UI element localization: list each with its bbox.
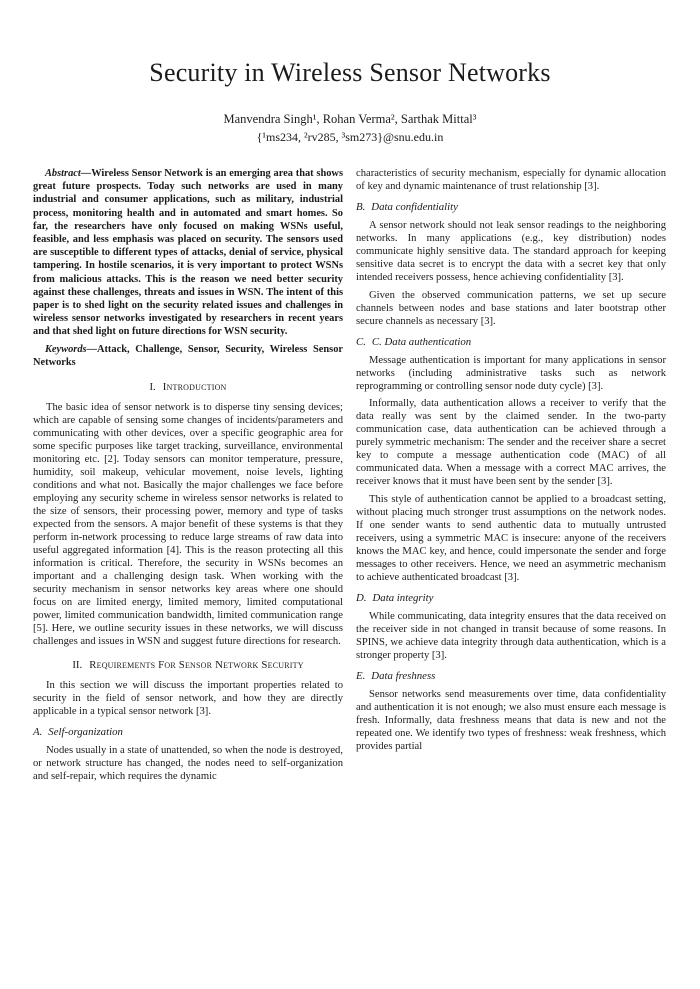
abstract-label: Abstract— (45, 168, 92, 179)
subsection-label: D. (356, 591, 367, 604)
left-column (33, 167, 343, 787)
self-organization-continuation-paragraph: characteristics of security mechanism, especially for dynamic allocation of key and dynamic maintenance of trust relationship [3]. (356, 168, 666, 192)
self-organization-paragraph: Nodes usually in a state of unattended, so when the node is destroyed, or network structure has changed, the nodes need to self-organization and self-repair, which requires the dynamic (33, 744, 343, 782)
data-freshness-paragraph: Sensor networks send measurements over time, data confidentiality and authentication it is not enough; we also must ensure each message is fresh. Informally, data freshness means that data is new and not the repeated one. We identify two types of freshness: weak freshness, which provides partial (356, 688, 666, 752)
requirements-intro-paragraph: In this section we will discuss the important properties related to security in the field of sensor network, and how they are directly applicable in a typical sensor network [3]. (33, 679, 343, 717)
subsection-heading-self-organization (33, 726, 343, 739)
subsection-heading-data-integrity (356, 592, 666, 605)
subsection-label: C. (356, 335, 366, 348)
subsection-title: Data integrity (372, 591, 434, 604)
data-integrity-paragraph: While communicating, data integrity ensures that the data received on the receiver side in not changed in transit because of some reasons. In SPINS, we achieve data integrity through data authentication, which is a stronger property [3]. (356, 610, 666, 661)
section-number: II. (72, 658, 83, 671)
data-confidentiality-paragraph-1: A sensor network should not leak sensor readings to the neighboring networks. In many applications (e.g., key distribution) nodes communicate highly sensitive data. The standard approach for keeping sensitive data secret is to encrypt the data with a secret key that only intended receivers possess, hence achieving confidentiality [3]. (356, 220, 666, 283)
subsection-title: C. Data authentication (371, 335, 472, 348)
section-title: Requirements For Sensor Network Security (89, 658, 304, 671)
subsection-label: E. (356, 669, 366, 682)
keywords-paragraph (33, 343, 343, 369)
data-authentication-paragraph-3: This style of authentication cannot be applied to a broadcast setting, without placing much stronger trust assumptions on the network nodes. If one sender wants to send authentic data to mutually untrusted receivers, using a symmetric MAC is insecure: anyone of the receivers knows the MAC key, and hence, could impersonate the sender and forge messages to other receivers. Hence, we need an asymmetric mechanism to achieve authenticated broadcast [3]. (356, 493, 666, 583)
subsection-label: B. (356, 201, 366, 213)
paper-title: Security in Wireless Sensor Networks (149, 58, 551, 87)
keywords-text: Attack, Challenge, Sensor, Security, Wireless Sensor Networks (33, 344, 343, 369)
subsection-title: Self-organization (48, 725, 123, 738)
section-title: Introduction (162, 380, 227, 393)
subsection-title: Data confidentiality (371, 201, 458, 213)
subsection-heading-data-freshness (356, 670, 666, 683)
subsection-heading-data-confidentiality (356, 201, 666, 214)
section-number: I. (149, 380, 156, 393)
subsection-heading-data-authentication (356, 336, 666, 349)
keywords-label: Keywords— (45, 344, 97, 356)
section-heading-requirements (33, 659, 343, 672)
abstract-text: Wireless Sensor Network is an emerging area that shows great future prospects. Today such networks are used in many industrial and consumer applications, such as military, industrial process, monitoring health and in automated and smart homes. So far, the researchers have only focused on making WSNs useful, feasible, and less emphasis was placed on security. The sensors used are susceptible to different types of attacks, denial of service, physical tampering. In hostile scenarios, it is very important to protect WSNs from malicious attacks. This is the reason we need better security against these challenges, threats and issues in WSN. The intent of this paper is to shed light on the security related issues and challenges in wireless sensor networks investigated by researchers in recent years and that shed light on future directions for WSN security. (33, 168, 343, 338)
paper-authors: Manvendra Singh¹, Rohan Verma², Sarthak Mittal³ (223, 112, 477, 126)
subsection-title: Data freshness (371, 669, 436, 682)
introduction-paragraph: The basic idea of sensor network is to disperse tiny sensing devices; which are capable of sensing some changes of incidents/parameters and communicating with other devices, over a specific geographic area for some specific purposes like target tracking, surveillance, environmental monitoring etc. [2]. Today sensors can monitor temperature, pressure, humidity, soil makeup, vehicular movement, noise levels, lighting conditions and what not. Basically the major challenges we face before employing any security scheme in wireless sensor networks is related to the size of sensors, their processing power, memory and type of tasks expected from the sensors. A major benefit of these systems is that they perform in-network processing to reduce large streams of raw data into useful aggregated information [4]. This is the reason protecting all this information is critical. Therefore, the security in WSNs becomes an important and a challenging design task. When working with the security mechanism in sensor networks key areas where one should focus on are limited energy, limited memory, limited computational power, limited communication bandwidth, limited communication range [5]. Here, we outline security issues in these networks, we will discuss challenges and issues in WSN and suggest future directions for research. (33, 401, 343, 647)
abstract-paragraph (33, 167, 343, 339)
right-column (356, 167, 666, 787)
data-authentication-paragraph-1: Message authentication is important for many applications in sensor networks (including administrative tasks such as network reprogramming or controlling sensor node duty cycle) [3]. (356, 354, 666, 392)
subsection-label: A. (33, 725, 43, 738)
paper-author-emails: {¹ms234, ²rv285, ³sm273}@snu.edu.in (256, 130, 444, 144)
data-authentication-paragraph-2: Informally, data authentication allows a receiver to verify that the data really was sent by the claimed sender. In the two-party communication case, data authentication can be achieved through a purely symmetric mechanism: The sender and the receiver share a secret key to compute a message authentication code (MAC) of all communicated data. When a message with a correct MAC arrives, the receiver knows that it must have been sent by the sender [3]. (356, 398, 666, 487)
section-heading-introduction (33, 381, 343, 394)
data-confidentiality-paragraph-2: Given the observed communication patterns, we set up secure channels between nodes and base stations and later bootstrap other secure channels as necessary [3]. (356, 289, 666, 327)
two-column-body (0, 167, 700, 787)
